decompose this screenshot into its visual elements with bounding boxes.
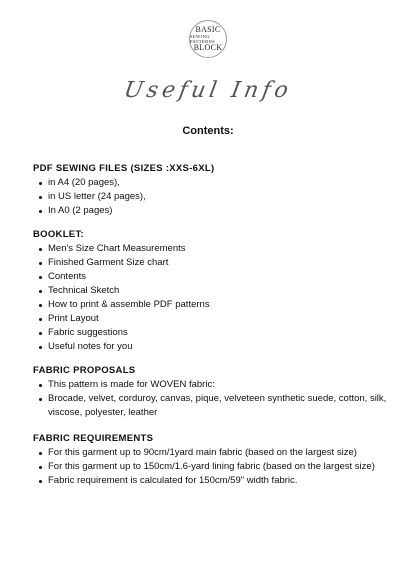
section-pdf-files — [33, 162, 393, 218]
list-item: Print Layout — [33, 312, 393, 326]
logo-line-1: BASIC — [195, 25, 221, 34]
list-item: Men's Size Chart Measurements — [33, 242, 393, 256]
section-list — [33, 446, 393, 488]
list-item: in US letter (24 pages), — [33, 190, 393, 204]
list-item: For this garment up to 90cm/1yard main fabric (based on the largest size) — [33, 446, 393, 460]
section-list — [33, 242, 393, 354]
list-item: Useful notes for you — [33, 340, 393, 354]
list-item: This pattern is made for WOVEN fabric: — [33, 378, 393, 392]
list-item: In A0 (2 pages) — [33, 204, 393, 218]
section-booklet — [33, 228, 393, 354]
list-item: Contents — [33, 270, 393, 284]
list-item: in A4 (20 pages), — [33, 176, 393, 190]
brand-logo — [189, 20, 227, 58]
list-item: How to print & assemble PDF patterns — [33, 298, 393, 312]
list-item: For this garment up to 150cm/1.6-yard lining fabric (based on the largest size) — [33, 460, 393, 474]
section-fabric-requirements — [33, 432, 393, 488]
section-title: BOOKLET: — [33, 229, 84, 240]
logo-line-3: BLOCK — [193, 43, 223, 52]
contents-heading: Contents: — [182, 125, 234, 137]
list-item: Fabric requirement is calculated for 150cm/59" width fabric. — [33, 474, 393, 488]
section-title: PDF SEWING FILES (SIZES :XXS-6XL) — [33, 163, 215, 174]
logo-line-2: SEWING PATTERNS — [190, 34, 216, 44]
section-list — [33, 176, 393, 218]
page-title: Useful Info — [122, 78, 294, 103]
list-item: Fabric suggestions — [33, 326, 393, 340]
list-item: Technical Sketch — [33, 284, 393, 298]
list-item: Finished Garment Size chart — [33, 256, 393, 270]
section-title: FABRIC PROPOSALS — [33, 365, 136, 376]
list-item: Brocade, velvet, corduroy, canvas, pique, velveteen synthetic suede, cotton, silk, viscose, polyester, leather — [33, 392, 393, 420]
section-title: FABRIC REQUIREMENTS — [33, 433, 154, 444]
section-list — [33, 378, 393, 420]
section-fabric-proposals — [33, 364, 393, 420]
